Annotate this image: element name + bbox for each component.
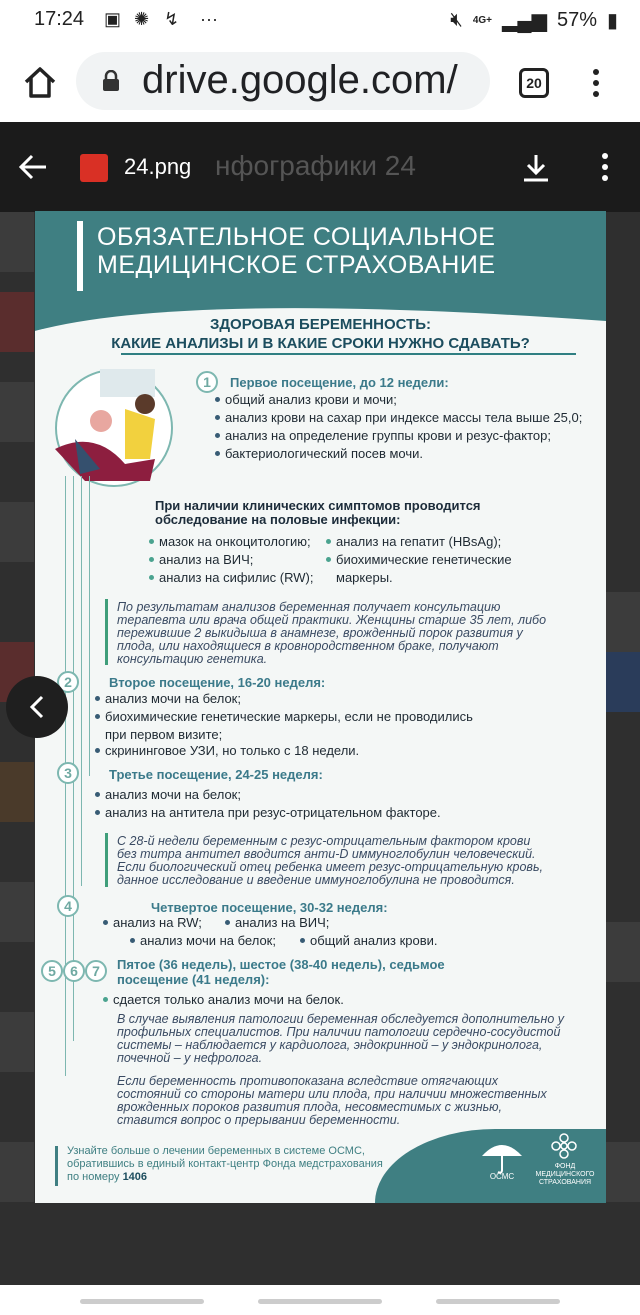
background-folder-title: нфографики 24 <box>215 150 416 181</box>
visit-2-number: 2 <box>57 671 79 693</box>
previous-image-button[interactable] <box>6 676 68 738</box>
browser-menu-icon[interactable] <box>586 66 606 100</box>
list-item: маркеры. <box>336 570 393 585</box>
list-item: анализ крови на сахар при индексе массы тела выше 25,0; <box>215 410 582 425</box>
subtitle-line-2: КАКИЕ АНАЛИЗЫ И В КАКИЕ СРОКИ НУЖНО СДАВАТЬ? <box>111 335 530 352</box>
chevron-left-icon <box>26 694 48 720</box>
network-type: 4G+ <box>472 15 493 26</box>
missed-call-icon: ↯ <box>164 9 180 29</box>
list-item: анализ на ВИЧ; <box>149 552 253 567</box>
visit-3-number: 3 <box>57 762 79 784</box>
download-icon[interactable] <box>520 152 552 184</box>
visit-3-title: Третье посещение, 24-25 неделя: <box>109 767 323 782</box>
list-item: анализ на ВИЧ; <box>225 915 329 930</box>
address-bar[interactable] <box>76 52 490 110</box>
list-item: общий анализ крови. <box>300 933 438 948</box>
visit-4-number: 4 <box>57 895 79 917</box>
visit-2-title: Второе посещение, 16-20 неделя: <box>109 675 326 690</box>
list-item: анализ на определение группы крови и резус-фактор; <box>215 428 551 443</box>
visit-1-number: 1 <box>196 371 218 393</box>
visit-1-title: Первое посещение, до 12 недели: <box>230 375 449 390</box>
title-line-2: МЕДИЦИНСКОЕ СТРАХОВАНИЕ <box>97 251 496 279</box>
note-genetics: По результатам анализов беременная получает консультацию терапевта или врача общей практики. Женщины старше 35 лет, либо пережившие 2 выкидыша в анамнезе, врожденный порок развития у плода, или находящиеся в кровнородственном браке, получают консультацию генетика. <box>117 600 547 666</box>
visit-6-number: 6 <box>63 960 85 982</box>
fund-logo-text: ФОНД МЕДИЦИНСКОГО СТРАХОВАНИЯ <box>535 1163 595 1186</box>
title-accent-bar <box>77 221 83 291</box>
aperture-icon: ✺ <box>134 9 150 29</box>
poster-subtitle <box>35 315 606 353</box>
list-item: сдается только анализ мочи на белок. <box>103 992 344 1007</box>
lock-icon <box>102 70 120 92</box>
list-item: мазок на онкоцитологию; <box>149 534 311 549</box>
list-item: анализ на сифилис (RW); <box>149 570 313 585</box>
mute-icon: 🔇︎ <box>450 9 463 31</box>
note-pathology: В случае выявления патологии беременная обследуется дополнительно у профильных специалистов. При наличии патологии сердечно-сосудистой системы – наблюдается у кардиолога, эндокринной – у эндокринолога, почечной – у нефролога. <box>117 1012 565 1065</box>
file-name: 24.png <box>124 154 192 179</box>
visit-5-number: 5 <box>41 960 63 982</box>
list-item: анализ на гепатит (HBsAg); <box>326 534 501 549</box>
status-bar <box>0 0 640 40</box>
infographic-image <box>35 211 606 1203</box>
back-arrow-icon[interactable] <box>18 152 48 182</box>
home-icon[interactable] <box>20 62 60 102</box>
gallery-icon: ▣ <box>104 9 122 29</box>
symptoms-heading: При наличии клинических симптомов проводится обследование на половые инфекции: <box>155 498 481 527</box>
fund-logo-icon <box>551 1133 577 1159</box>
browser-toolbar <box>0 40 640 122</box>
visit-7-number: 7 <box>85 960 107 982</box>
more-options-icon[interactable] <box>598 150 612 186</box>
osms-logo-text: ОСМС <box>489 1172 515 1181</box>
note-rhesus: С 28-й недели беременным с резус-отрицательным фактором крови без титра антител вводится анти-D иммуноглобулин человеческий. Если биологический отец ребенка имеет резус-отрицательную кровь, данное исследование и введение иммуноглобулина не проводится. <box>117 834 543 887</box>
battery-icon: ▮ <box>606 10 618 32</box>
contact-phone: 1406 <box>122 1171 148 1183</box>
umbrella-logo-icon <box>480 1136 524 1176</box>
list-item: биохимические генетические маркеры, если не проводились <box>95 709 473 724</box>
status-time: 17:24 <box>34 8 85 30</box>
visit-5-7-title: Пятое (36 недель), шестое (38-40 недель), седьмое посещение (41 неделя): <box>117 957 445 987</box>
list-item: при первом визите; <box>105 727 223 742</box>
list-item: анализ на антитела при резус-отрицательном факторе. <box>95 805 441 820</box>
signal-icon: ▂▄▆ <box>502 10 547 32</box>
url-text: drive.google.com/ <box>142 58 458 102</box>
list-item: анализ мочи на белок; <box>95 691 241 706</box>
list-item: бактериологический посев мочи. <box>215 446 423 461</box>
list-item: скрининговое УЗИ, но только с 18 недели. <box>95 743 359 758</box>
list-item: общий анализ крови и мочи; <box>215 392 397 407</box>
tab-switcher-button[interactable]: 20 <box>519 68 549 98</box>
more-notifications-icon: ··· <box>200 9 218 29</box>
doctor-patient-illustration <box>55 369 173 487</box>
title-line-1: ОБЯЗАТЕЛЬНОЕ СОЦИАЛЬНОЕ <box>97 223 496 251</box>
poster-title <box>97 223 496 279</box>
list-item: анализ мочи на белок; <box>130 933 276 948</box>
image-file-icon <box>80 154 108 182</box>
subtitle-underline <box>121 353 576 355</box>
visit-4-title: Четвертое посещение, 30-32 неделя: <box>151 900 388 915</box>
footer-contact-text: Узнайте больше о лечении беременных в системе ОСМС, обратившись в единый контакт-центр Фонда медстрахования по номеру 1406 <box>67 1145 383 1183</box>
battery-level: 57% <box>556 9 597 31</box>
note-contraindication: Если беременность противопоказана вследствие отягчающих состояний со стороны матери или плода, при наличии множественных врожденных пороков развития плода, несовместимых с жизнью, ставится вопрос о прерывании беременности. <box>117 1074 547 1127</box>
list-item: анализ на RW; <box>103 915 202 930</box>
list-item: анализ мочи на белок; <box>95 787 241 802</box>
system-navigation-bar <box>0 1285 640 1315</box>
subtitle-line-1: ЗДОРОВАЯ БЕРЕМЕННОСТЬ: <box>209 316 432 333</box>
list-item: биохимические генетические <box>326 552 512 567</box>
